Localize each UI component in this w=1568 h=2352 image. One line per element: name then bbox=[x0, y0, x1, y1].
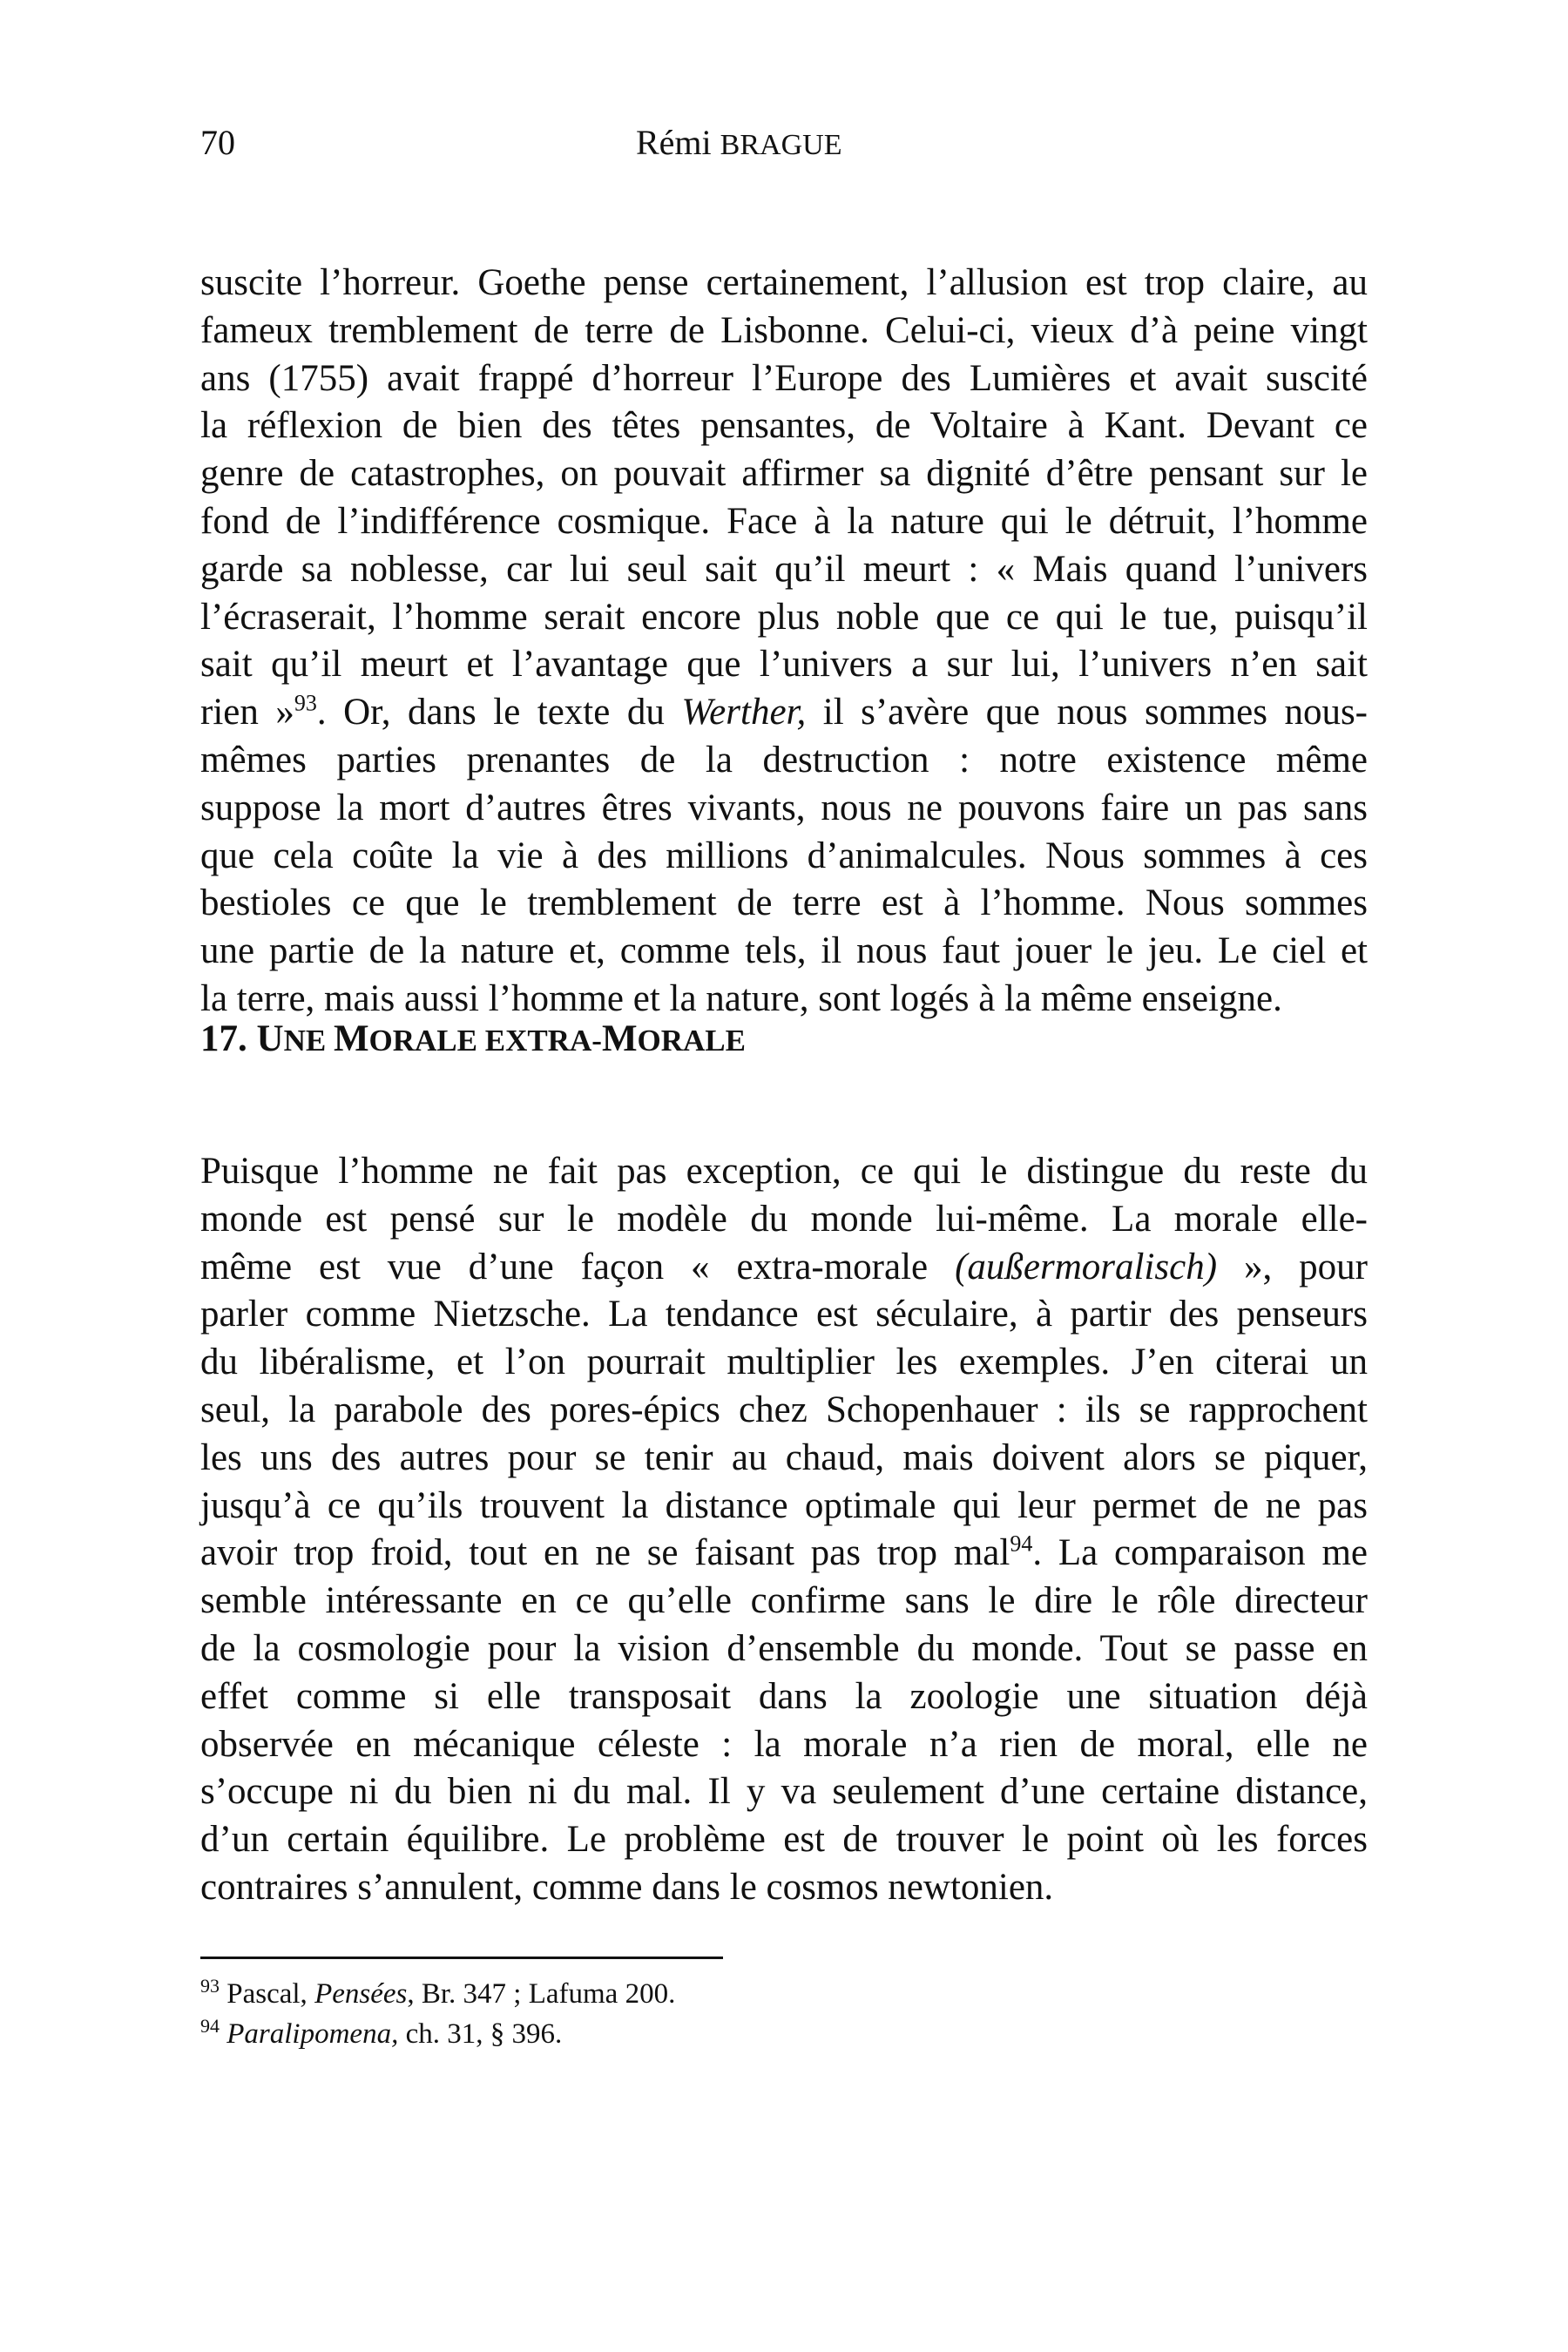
text-line: monde est pensé sur le modèle du monde lui-même. La morale elle- bbox=[200, 1198, 1368, 1240]
text-fragment: avoir trop froid, tout en ne se faisant pas trop mal bbox=[200, 1532, 1010, 1574]
heading-fragment: NE bbox=[283, 1024, 334, 1058]
heading-fragment: EXTRA bbox=[484, 1024, 592, 1058]
text-line: une partie de la nature et, comme tels, il nous faut jouer le jeu. Le ciel et bbox=[200, 930, 1368, 972]
footnote-93 bbox=[200, 1974, 675, 2014]
text-line: la réflexion de bien des têtes pensantes, de Voltaire à Kant. Devant ce bbox=[200, 405, 1368, 447]
text-line-with-italic bbox=[200, 1244, 1368, 1292]
text-line: observée en mécanique céleste : la morale n’a rien de moral, elle ne bbox=[200, 1723, 1368, 1765]
footnote-italic: Paralipomena, bbox=[226, 2018, 399, 2050]
text-line: la terre, mais aussi l’homme et la nature, sont logés à la même enseigne. bbox=[200, 977, 1282, 1019]
text-line-with-footnote bbox=[200, 689, 1368, 737]
footnote-ref-94[interactable]: 94 bbox=[1010, 1531, 1033, 1558]
text-fragment: . Or, dans le texte du bbox=[316, 692, 682, 733]
running-head bbox=[0, 122, 1568, 174]
footnote-text: ch. 31, § 396. bbox=[398, 2018, 563, 2050]
footnote-text: , Br. 347 ; Lafuma 200. bbox=[407, 1978, 676, 2010]
footnote-number: 94 bbox=[200, 2015, 220, 2037]
footnote-text bbox=[220, 2018, 226, 2050]
italic-title-werther: Werther, bbox=[681, 692, 807, 733]
author-last-name: BRAGUE bbox=[720, 129, 842, 161]
text-fragment: même est vue d’une façon « extra-morale bbox=[200, 1246, 956, 1288]
text-line: de la cosmologie pour la vision d’ensemble du monde. Tout se passe en bbox=[200, 1627, 1368, 1669]
footnote-italic: Pensées bbox=[314, 1978, 408, 2010]
text-line: d’un certain équilibre. Le problème est de trouver le point où les forces bbox=[200, 1819, 1368, 1861]
heading-fragment: M bbox=[333, 1018, 369, 1059]
text-fragment: rien » bbox=[200, 692, 294, 733]
section-heading bbox=[200, 1017, 746, 1060]
paragraph-2 bbox=[200, 1148, 1368, 1912]
text-fragment: il s’avère que nous sommes nous- bbox=[806, 692, 1368, 733]
section-number: 17. bbox=[200, 1018, 257, 1059]
footnote-94 bbox=[200, 2014, 675, 2054]
text-line: que cela coûte la vie à des millions d’animalcules. Nous sommes à ces bbox=[200, 835, 1368, 876]
text-line: genre de catastrophes, on pouvait affirmer sa dignité d’être pensant sur le bbox=[200, 453, 1368, 495]
text-line: garde sa noblesse, car lui seul sait qu’il meurt : « Mais quand l’univers bbox=[200, 548, 1368, 590]
running-head-author bbox=[636, 122, 841, 163]
text-line: parler comme Nietzsche. La tendance est séculaire, à partir des penseurs bbox=[200, 1294, 1368, 1335]
author-first-name: Rémi bbox=[636, 123, 720, 162]
footnote-ref-93[interactable]: 93 bbox=[294, 690, 317, 716]
text-line: mêmes parties prenantes de la destruction : notre existence même bbox=[200, 739, 1368, 781]
text-line: Puisque l’homme ne fait pas exception, ce qui le distingue du reste du bbox=[200, 1151, 1368, 1192]
footnote-divider bbox=[200, 1957, 723, 1959]
page-number: 70 bbox=[200, 123, 235, 162]
text-fragment: . La comparaison me bbox=[1032, 1532, 1368, 1574]
heading-fragment: - bbox=[591, 1024, 602, 1058]
text-line: sait qu’il meurt et l’avantage que l’univers a sur lui, l’univers n’en sait bbox=[200, 644, 1368, 686]
heading-fragment: ORALE bbox=[637, 1024, 746, 1058]
text-line: fond de l’indifférence cosmique. Face à la nature qui le détruit, l’homme bbox=[200, 500, 1368, 542]
footnotes bbox=[200, 1974, 675, 2054]
text-line: suppose la mort d’autres êtres vivants, nous ne pouvons faire un pas sans bbox=[200, 787, 1368, 828]
text-line: effet comme si elle transposait dans la zoologie une situation déjà bbox=[200, 1675, 1368, 1717]
text-line: seul, la parabole des pores-épics chez Schopenhauer : ils se rapprochent bbox=[200, 1389, 1368, 1430]
text-line-with-footnote bbox=[200, 1530, 1368, 1578]
text-line: suscite l’horreur. Goethe pense certainement, l’allusion est trop claire, au bbox=[200, 262, 1368, 303]
text-line: contraires s’annulent, comme dans le cosmos newtonien. bbox=[200, 1866, 1054, 1908]
text-line: s’occupe ni du bien ni du mal. Il y va seulement d’une certaine distance, bbox=[200, 1771, 1368, 1813]
text-line: du libéralisme, et l’on pourrait multiplier les exemples. J’en citerai un bbox=[200, 1342, 1368, 1383]
footnote-number: 93 bbox=[200, 1975, 220, 1997]
text-line: semble intéressante en ce qu’elle confirme sans le dire le rôle directeur bbox=[200, 1580, 1368, 1622]
text-line: jusqu’à ce qu’ils trouvent la distance optimale qui leur permet de ne pas bbox=[200, 1484, 1368, 1526]
text-line: fameux tremblement de terre de Lisbonne. Celui-ci, vieux d’à peine vingt bbox=[200, 309, 1368, 351]
heading-fragment: M bbox=[601, 1018, 638, 1059]
text-line: ans (1755) avait frappé d’horreur l’Europe des Lumières et avait suscité bbox=[200, 357, 1368, 399]
italic-term: (außermoralisch) bbox=[955, 1246, 1218, 1288]
text-fragment: », pour bbox=[1217, 1246, 1368, 1288]
text-line: les uns des autres pour se tenir au chaud, mais doivent alors se piquer, bbox=[200, 1436, 1368, 1478]
paragraph-1 bbox=[200, 260, 1368, 1024]
text-line: bestioles ce que le tremblement de terre est à l’homme. Nous sommes bbox=[200, 882, 1368, 924]
footnote-text: Pascal, bbox=[220, 1978, 315, 2010]
heading-fragment: U bbox=[256, 1018, 284, 1059]
heading-fragment: ORALE bbox=[368, 1024, 485, 1058]
text-line: l’écraserait, l’homme serait encore plus noble que ce qui le tue, puisqu’il bbox=[200, 596, 1368, 638]
